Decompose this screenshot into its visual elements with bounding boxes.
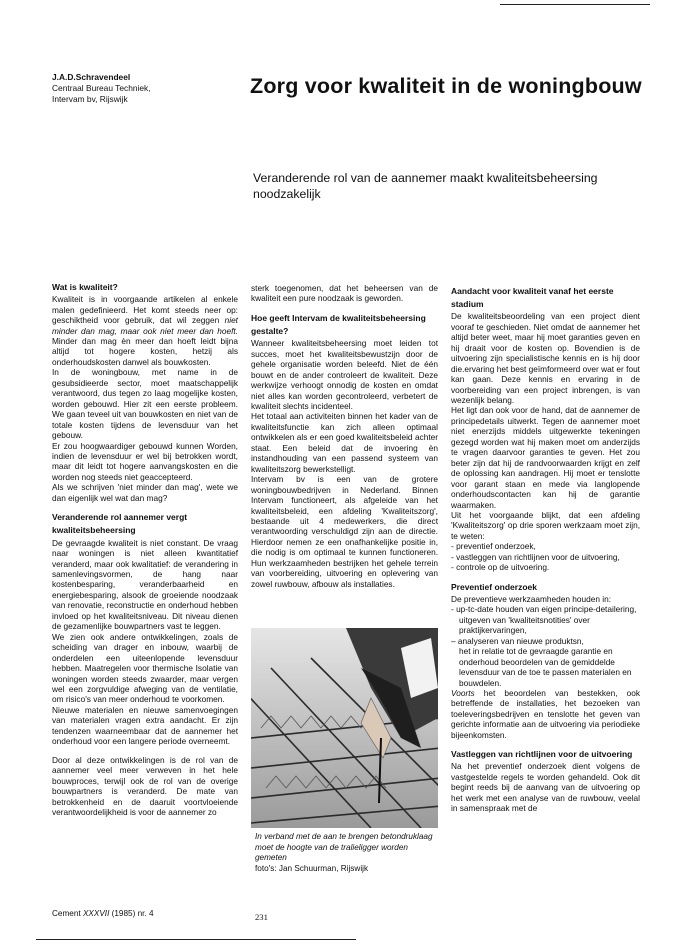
caption-text: In verband met de aan te brengen betondruklaag moet de hoogte van de tralieligger worden gemeten <box>255 832 433 863</box>
author-company: Intervam bv, Rijswijk <box>52 94 128 105</box>
paragraph: Intervam bv is een van de grotere woningbouwbedrijven in Nederland. Binnen Intervam functioneert, als afgeleide van het kwaliteitsbeleid, een afdeling 'Kwaliteitszorg', bestaande uit 4 medewerkers, die direct verantwoording verschuldigd zijn aan de directie. Hierdoor nemen ze een onafhankelijke positie in, die nodig is om optimaal te kunnen functioneren. Hun werkzaamheden bestrijken het gehele terrein van voorbereiding, uitvoering en oplevering van zowel ruwbouw, afbouw als installaties. <box>251 474 438 589</box>
paragraph: We zien ook andere ontwikkelingen, zoals de scheiding van drager en inbouw, waarbij de onderdelen een uiteenlopende levensduur hebben. Maatregelen voor thermische Isolatie van woningen worden steeds zwaarder, maar vergen wel een zorgvuldige afweging van de ventilatie, om risico's van meer onderhoud te voorkomen. <box>52 631 238 705</box>
bottom-rule <box>36 939 356 940</box>
list-item: het in relatie tot de gevraagde garantie en onderhoud beoordelen van de gemiddelde levensduur van de toe te passen materialen en bouwdelen. <box>459 646 632 688</box>
journal-footer: Cement XXXVII (1985) nr. 4 <box>52 909 154 918</box>
paragraph: Door al deze ontwikkelingen is de rol van de aannemer veel meer verweven in het hele bouwproces, terwijl ook de rol van de overige bouwpartners is veranderd. De mate van betrokkenheid en de daaruit voortvloeiende verantwoordelijkheid is voor de aannemer zo <box>52 754 238 817</box>
list-item: uitgeven van 'kwaliteitsnotities' over praktijkervaringen, <box>459 614 590 636</box>
page-number: 231 <box>255 912 268 922</box>
article-subtitle: Veranderende rol van de aannemer maakt kwaliteitsbeheersing noodzakelijk <box>253 171 598 201</box>
column-3 <box>451 285 640 814</box>
track-list <box>451 541 640 572</box>
author-block <box>52 72 151 106</box>
paragraph: Wanneer kwaliteitsbeheersing moet leiden tot succes, moet het kwaliteitsbewustzijn door de gehele organisatie worden beleefd. Niet de één bouwt en de ander controleert de kwaliteit. Deze werkwijze verhoogt onnodig de kosten en omdat niet alles kan worden gecontroleerd, verbetert de kwaliteit slechts incidenteel. <box>251 338 438 412</box>
activity-list <box>451 604 640 688</box>
column-1 <box>52 281 238 817</box>
author-name: J.A.D.Schravendeel <box>52 72 131 82</box>
paragraph: Nieuwe materialen en nieuwe samenvoegingen van materialen vragen extra aandacht. Er zijn tendenzen waarneembaar dat de aannemer het onderhoud voor een langere periode overneemt. <box>52 704 238 747</box>
section-heading: Aandacht voor kwaliteit vanaf het eerste stadium <box>451 286 614 310</box>
paragraph: sterk toegenomen, dat het beheersen van de kwaliteit een pure noodzaak is geworden. <box>251 283 438 304</box>
list-item: - up-tc-date houden van eigen principe-detailering, <box>451 604 637 615</box>
section-heading: Hoe geeft Intervam de kwaliteitsbeheersing gestalte? <box>251 312 426 337</box>
article-title: Zorg voor kwaliteit in de woningbouw <box>250 74 642 98</box>
paragraph: Uit het voorgaande blijkt, dat een afdeling 'Kwaliteitszorg' op drie sporen werkzaam moet zijn, te weten: <box>451 510 640 541</box>
section-heading: Wat is kwaliteit? <box>52 282 118 292</box>
paragraph: Het ligt dan ook voor de hand, dat de aannemer de principedetails uitwerkt. Tegen de aannemer moet niet enerzijds middels uitgewerkte tekeningen gezegd worden wat hij maken moet om anderzijds te vragen daarvoor garanties te geven. Het zou beter zijn dat hij de randvoorwaarden krijgt en zelf de oplossing kan aandragen. Hij moet er tenslotte voor garant staan en mede via langlopende onderhoudscontacten kan hij de garantie waarmaken. <box>451 405 640 510</box>
column-2 <box>251 283 438 589</box>
paragraph: De kwaliteitsbeoordeling van een project dient vooraf te geschieden. Niet omdat de aannemer het altijd beter weet, maar hij moet garanties geven en hij draait voor de kosten op. Bovendien is de uitvoering zijn specialistische kennis en is hij door die.ervaring het best geïmformeerd over wat er fout kan gaan. Deze kennis en ervaring in de voorbereiding van een project inbrengen, is van wezenlijk belang. <box>451 311 640 406</box>
paragraph: Voorts het beoordelen van bestekken, ook betreffende de installaties, het bezoeken van toeleveringsbedrijven en tenslotte het geven van gerichte informatie aan de uitvoering via periodieke bijeenkomsten. <box>451 688 640 740</box>
list-item: - controle op de uitvoering. <box>451 562 550 573</box>
photo-caption <box>255 832 435 874</box>
top-rule <box>500 4 650 5</box>
paragraph: Als we schrijven 'niet minder dan mag', wete we dan eigenlijk wel wat dan mag? <box>52 482 238 503</box>
paragraph: De gevraagde kwaliteit is niet constant. De vraag naar woningen is niet alleen kwantitatief veranderd, maar ook kwalitatief: de verandering in samenlevingsvormen, de hang naar kostenbesparing, veranderbaarheid en energiebesparing, alsook de groeiende noodzaak van renovatie, reconstructie en onderhoud hebben invloed op het kwaliteitsniveau. Dit niveau dienen de gezamenlijke bouwpartners vast te leggen. <box>52 537 238 632</box>
section-heading: Preventief onderzoek <box>451 581 537 592</box>
photo-rebar-measurement <box>251 628 438 828</box>
paragraph: In de woningbouw, met name in de gesubsidieerde sector, moet maatschappelijk verantwoord, dus tegen zo laag mogelijke kosten, worden gebouwd. Hier zit een eerste probleem. We gaan teveel uit van bouwkosten en niet van de totale kosten tijdens de levensduur van het gebouw. <box>52 367 238 441</box>
paragraph: Na het preventief onderzoek dient volgens de vastgestelde regels te worden gehandeld. Ook dit begint reeds bij de aanvang van de uitvoering op het werk met een analyse van de ruwbouw, veelal in samenspraak met de <box>451 761 640 814</box>
section-heading: Vastleggen van richtlijnen voor de uitvoering <box>451 749 633 760</box>
section-heading: Veranderende rol aannemer vergt kwaliteitsbeheersing <box>52 512 188 536</box>
paragraph: Kwaliteit is in voorgaande artikelen al enkele malen gedefinieerd. Het komt steeds neer op: geschiktheid voor gebruik, dat wil zeggen niet minder dan mag, maar ook niet meer dan hoeft. Minder dan mag èn meer dan hoeft leidt bijna altijd tot hogere kosten, hetzij als onderhoudskosten danwel als bouwkosten. <box>52 294 238 367</box>
construction-photo <box>251 628 438 828</box>
list-item: - vastleggen van richtlijnen voor de uitvoering, <box>451 551 620 562</box>
author-affiliation: Centraal Bureau Techniek, <box>52 83 151 94</box>
list-item: – analyseren van nieuwe produktsn, <box>451 635 584 646</box>
paragraph: Er zou hoogwaardiger gebouwd kunnen Worden, indien de levensduur er wel bij betrokken wordt, maar dit leidt tot hogere aanvangskosten en die worden nog steeds niet geaccepteerd. <box>52 440 238 482</box>
paragraph: Het totaal aan activiteiten binnen het kader van de kwaliteitsfunctie kan zich alleen optimaal ontwikkelen als er een goed kwaliteitsbeleid achter staat. Een beleid dat de invoering èn instandhouding van een passend systeem van kwaliteitszorg bewerkstelligt. <box>251 411 438 474</box>
photo-credit: foto's: Jan Schuurman, Rijswijk <box>255 863 369 873</box>
paragraph: De preventieve werkzaamheden houden in: <box>451 593 612 604</box>
list-item: - preventief onderzoek, <box>451 541 536 552</box>
